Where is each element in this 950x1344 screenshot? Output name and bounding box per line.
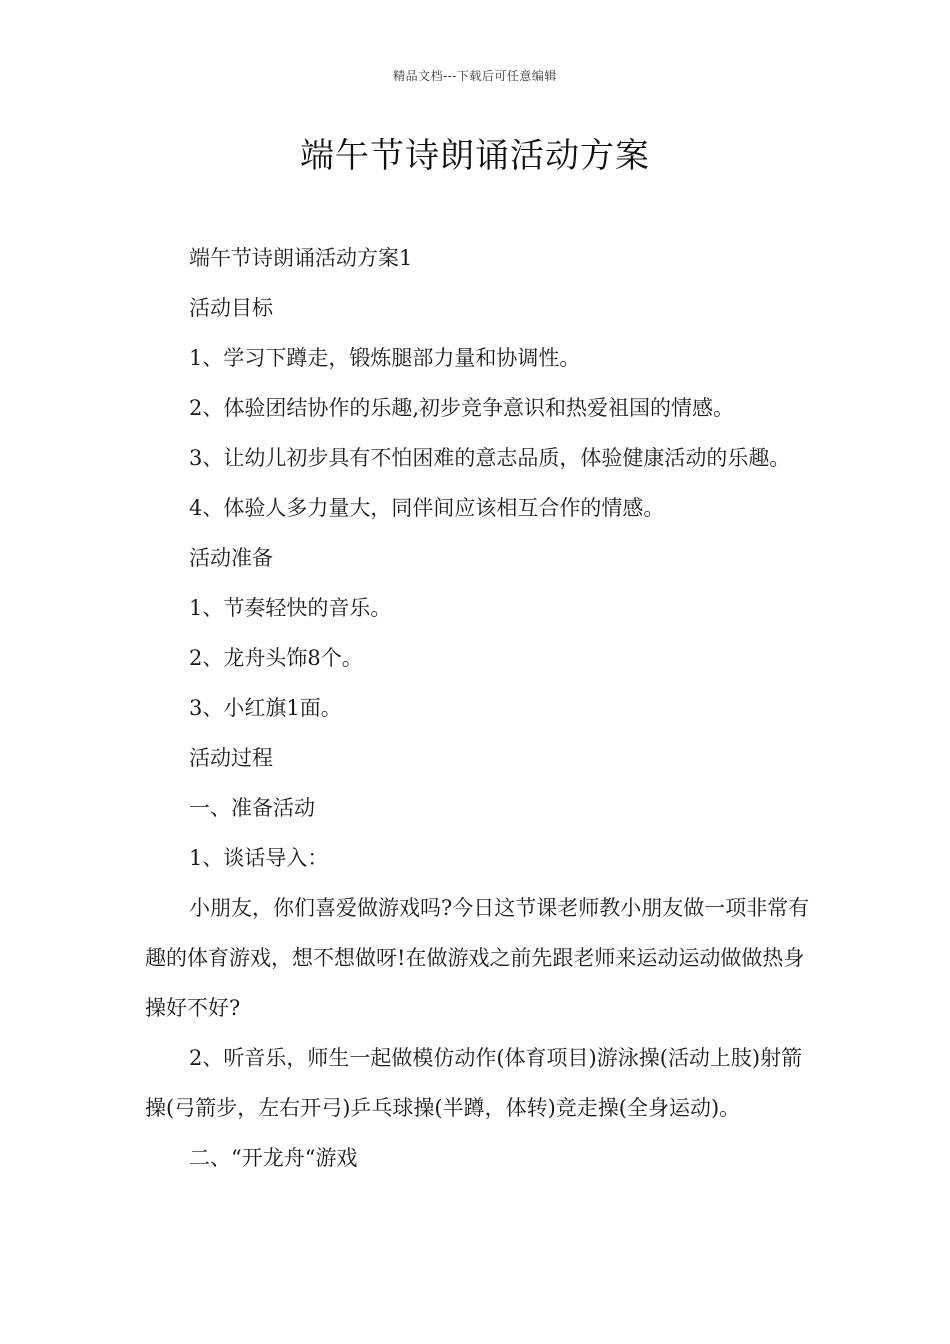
list-item: 2、体验团结协作的乐趣,初步竞争意识和热爱祖国的情感。	[189, 396, 735, 420]
document-title: 端午节诗朗诵活动方案	[300, 136, 650, 176]
list-item: 2、龙舟头饰8个。	[189, 646, 363, 670]
list-item: 3、让幼儿初步具有不怕困难的意志品质，体验健康活动的乐趣。	[189, 446, 791, 470]
list-item: 1、谈话导入：	[189, 846, 329, 870]
header-note: 精品文档---下载后可任意编辑	[393, 69, 557, 83]
section-heading: 活动过程	[189, 746, 273, 770]
section-heading: 二、“开龙舟“游戏	[189, 1146, 358, 1170]
section-heading: 活动准备	[189, 546, 273, 570]
body-paragraph: 小朋友，你们喜爱做游戏吗?今日这节课老师教小朋友做一项非常有趣的体育游戏，想不想做呀!在做游戏之前先跟老师来运动运动做做热身操好不好?	[145, 896, 810, 1020]
list-item: 1、节奏轻快的音乐。	[189, 596, 392, 620]
document-body	[145, 233, 815, 1183]
section-heading: 一、准备活动	[189, 796, 315, 820]
list-item: 1、学习下蹲走，锻炼腿部力量和协调性。	[189, 346, 581, 370]
list-item: 4、体验人多力量大，同伴间应该相互合作的情感。	[189, 496, 665, 520]
body-paragraph: 2、听音乐，师生一起做模仿动作(体育项目)游泳操(活动上肢)射箭操(弓箭步，左右开弓)乒乓球操(半蹲，体转)竞走操(全身运动)。	[145, 1046, 803, 1120]
section-heading: 端午节诗朗诵活动方案1	[189, 246, 413, 270]
section-heading: 活动目标	[189, 296, 273, 320]
list-item: 3、小红旗1面。	[189, 696, 342, 720]
